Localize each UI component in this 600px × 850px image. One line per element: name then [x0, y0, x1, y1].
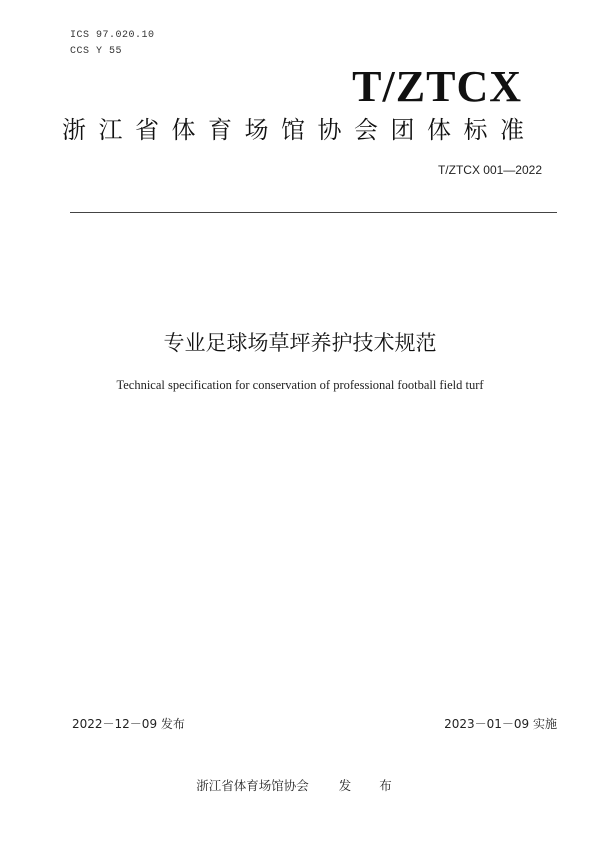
publish-date: 2022－12－09 发布 — [72, 717, 185, 731]
implementation-date: 2023－01－09 实施 — [444, 717, 557, 731]
english-title: Technical specification for conservation of professional football field turf — [116, 378, 484, 392]
header-divider — [70, 212, 557, 213]
publisher-line — [0, 777, 600, 795]
organization-standard-title: 浙江省体育场馆协会团体标准 — [62, 116, 537, 144]
standard-code: T/ZTCX — [352, 62, 522, 111]
publisher-name: 浙江省体育场馆协会 — [196, 778, 309, 793]
ics-code: ICS 97.020.10 — [70, 30, 155, 41]
ccs-code: CCS Y 55 — [70, 46, 123, 57]
document-number: T/ZTCX 001—2022 — [437, 163, 542, 177]
publish-label: 发 布 — [338, 778, 404, 793]
chinese-title: 专业足球场草坪养护技术规范 — [163, 331, 437, 355]
